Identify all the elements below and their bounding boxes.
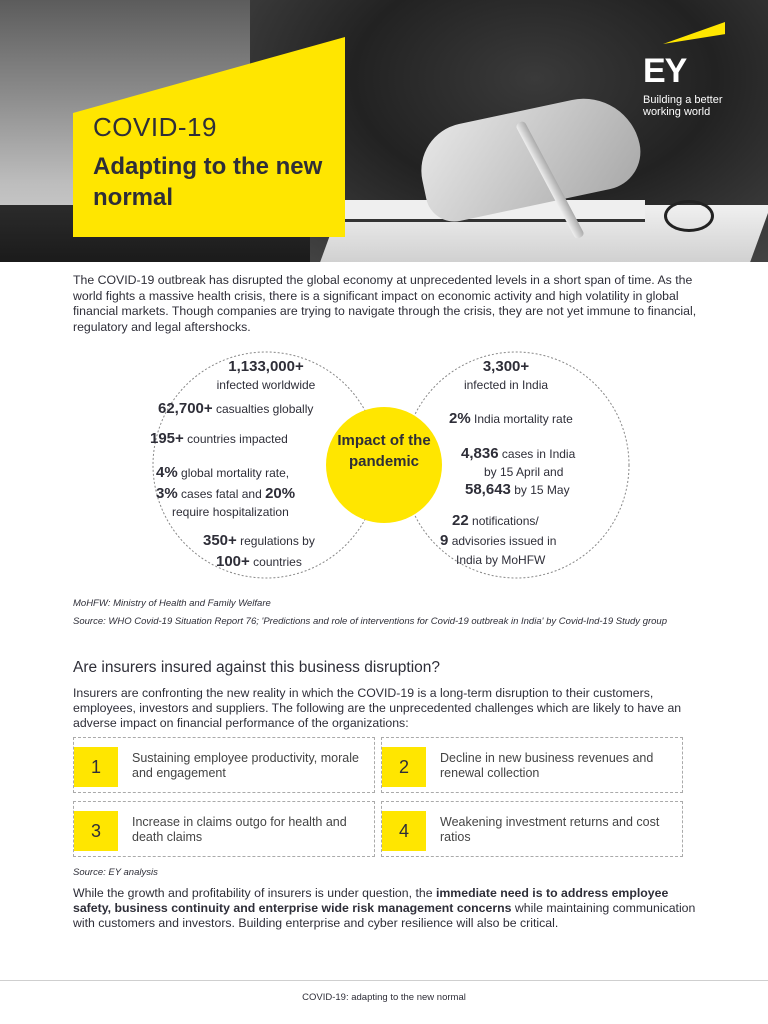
challenge-number: 2 bbox=[382, 747, 426, 787]
section-heading: Are insurers insured against this business disruption? bbox=[73, 659, 441, 676]
stat-may: 58,643 by 15 May bbox=[465, 481, 570, 498]
stat-global-mortality: 4% global mortality rate, bbox=[156, 464, 290, 481]
footer-divider bbox=[0, 980, 768, 981]
stat-india-mortality: 2% India mortality rate bbox=[449, 410, 573, 427]
challenge-card bbox=[381, 801, 683, 857]
challenge-card bbox=[73, 737, 375, 793]
abbr-footnote: MoHFW: Ministry of Health and Family Welfare bbox=[73, 598, 271, 609]
stat-infected-india: 3,300+ infected in India bbox=[463, 358, 549, 392]
stat-fatal-cases: 3% cases fatal and 20% bbox=[156, 485, 296, 502]
impact-venn bbox=[146, 350, 636, 590]
source-footnote: Source: WHO Covid-19 Situation Report 76; 'Predictions and role of interventions for Covid-19 outbreak in India' by Covid-Ind-19 Study group bbox=[73, 616, 667, 627]
challenges-intro: Insurers are confronting the new reality in which the COVID-19 is a long-term disruption to their customers, employees, investors and suppliers. The following are the unprecedented challenges which are likely to have an adverse impact on financial performance of the organizations: bbox=[73, 686, 682, 730]
challenge-text: Sustaining employee productivity, morale and engagement bbox=[132, 751, 359, 780]
title-line1: COVID-19 bbox=[93, 112, 217, 142]
conclusion-emphasis: immediate need is to address employee safety, business continuity and enterprise wide risk management concerns bbox=[73, 886, 669, 915]
challenge-text: Increase in claims outgo for health and death claims bbox=[132, 815, 347, 844]
stat-mohfw: India by MoHFW bbox=[456, 553, 546, 567]
venn-center-label: Impact of the pandemic bbox=[337, 432, 431, 470]
title-line2: Adapting to the new normal bbox=[93, 153, 323, 211]
challenge-number: 4 bbox=[382, 811, 426, 851]
intro-paragraph: The COVID-19 outbreak has disrupted the global economy at unprecedented levels in a short span of time. As the world fights a massive health crisis, there is a significant impact on economic activity and high volatility in global financial markets. Though companies are trying to navigate through the crisis, they are not yet immune to financial, regulatory and legal aftershocks. bbox=[73, 273, 697, 334]
stat-countries: 195+ countries impacted bbox=[150, 430, 288, 447]
stat-casualties: 62,700+ casualties globally bbox=[158, 400, 314, 417]
conclusion-paragraph: While the growth and profitability of insurers is under question, the immediate need is to address employee safety, business continuity and enterprise wide risk management concerns while maintaining communication with customers and investors. Building enterprise and cyber resilience will also be critical. bbox=[73, 886, 696, 930]
logo-letters: EY bbox=[643, 52, 687, 90]
stat-april: by 15 April and bbox=[484, 465, 564, 479]
challenge-text: Weakening investment returns and cost ratios bbox=[440, 815, 660, 844]
analysis-source: Source: EY analysis bbox=[73, 867, 158, 878]
hero-title bbox=[93, 112, 333, 213]
challenge-card bbox=[73, 801, 375, 857]
challenge-number: 1 bbox=[74, 747, 118, 787]
stat-hospitalization: require hospitalization bbox=[172, 505, 289, 519]
logo-tagline: Building a better working world bbox=[643, 94, 723, 118]
glasses-shape bbox=[664, 200, 714, 232]
challenge-card bbox=[381, 737, 683, 793]
stat-infected-worldwide: 1,133,000+ infected worldwide bbox=[216, 358, 316, 392]
stat-regulation-countries: 100+ countries bbox=[216, 553, 302, 570]
page-footer: COVID-19: adapting to the new normal bbox=[302, 992, 466, 1003]
stat-notifications: 22 notifications/ bbox=[452, 512, 539, 529]
challenge-number: 3 bbox=[74, 811, 118, 851]
challenge-text: Decline in new business revenues and renewal collection bbox=[440, 751, 654, 780]
stat-india-cases: 4,836 cases in India bbox=[461, 445, 576, 462]
stat-advisories: 9 advisories issued in bbox=[440, 532, 557, 549]
stat-regulations: 350+ regulations by bbox=[203, 532, 315, 549]
